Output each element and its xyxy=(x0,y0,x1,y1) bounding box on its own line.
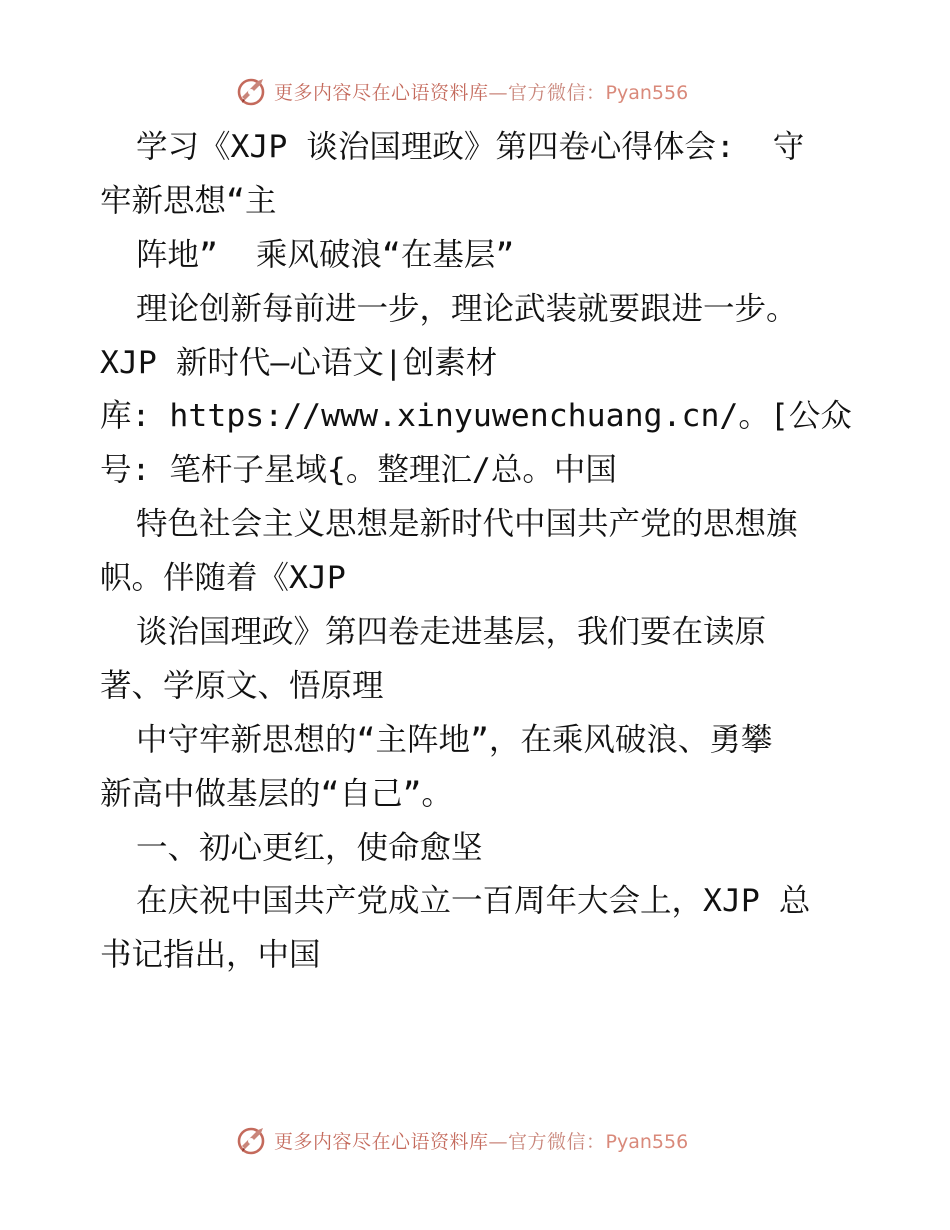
pen-circle-logo-icon xyxy=(236,75,268,107)
pen-circle-logo-icon xyxy=(236,1124,268,1156)
text-line: 阵地” 乘风破浪“在基层” xyxy=(136,236,515,273)
document-body xyxy=(100,121,860,983)
text-line: 特色社会主义思想是新时代中国共产党的思想旗 xyxy=(136,506,798,543)
text-line: 新高中做基层的“自己”。 xyxy=(100,775,453,812)
text-line: 一、初心更红，使命愈坚 xyxy=(136,829,483,866)
text-line: 书记指出，中国 xyxy=(100,937,321,974)
footer-watermark-banner xyxy=(236,1122,688,1158)
text-line: 理论创新每前进一步，理论武装就要跟进一步。 xyxy=(136,290,798,327)
footer-watermark-text: 更多内容尽在心语资料库—官方微信：Pyan556 xyxy=(274,1130,689,1153)
header-watermark-banner xyxy=(236,73,688,109)
text-line: 谈治国理政》第四卷走进基层，我们要在读原 xyxy=(136,614,767,651)
text-line: 中守牢新思想的“主阵地”，在乘风破浪、勇攀 xyxy=(136,721,773,758)
text-line: 学习《XJP 谈治国理政》第四卷心得体会: 守 xyxy=(136,129,805,165)
text-line: 库: https://www.xinyuwenchuang.cn/。[公众 xyxy=(100,398,852,435)
text-line: 著、学原文、悟原理 xyxy=(100,667,384,704)
text-line: 号: 笔杆子星域{。整理汇/总。中国 xyxy=(100,452,617,489)
text-line: 在庆祝中国共产党成立一百周年大会上，XJP 总 xyxy=(136,883,811,920)
text-line: 帜。伴随着《XJP xyxy=(100,560,346,597)
text-line: 牢新思想“主 xyxy=(100,182,277,219)
text-line: XJP 新时代—心语文|创素材 xyxy=(100,344,498,381)
header-watermark-text: 更多内容尽在心语资料库—官方微信：Pyan556 xyxy=(274,81,689,104)
